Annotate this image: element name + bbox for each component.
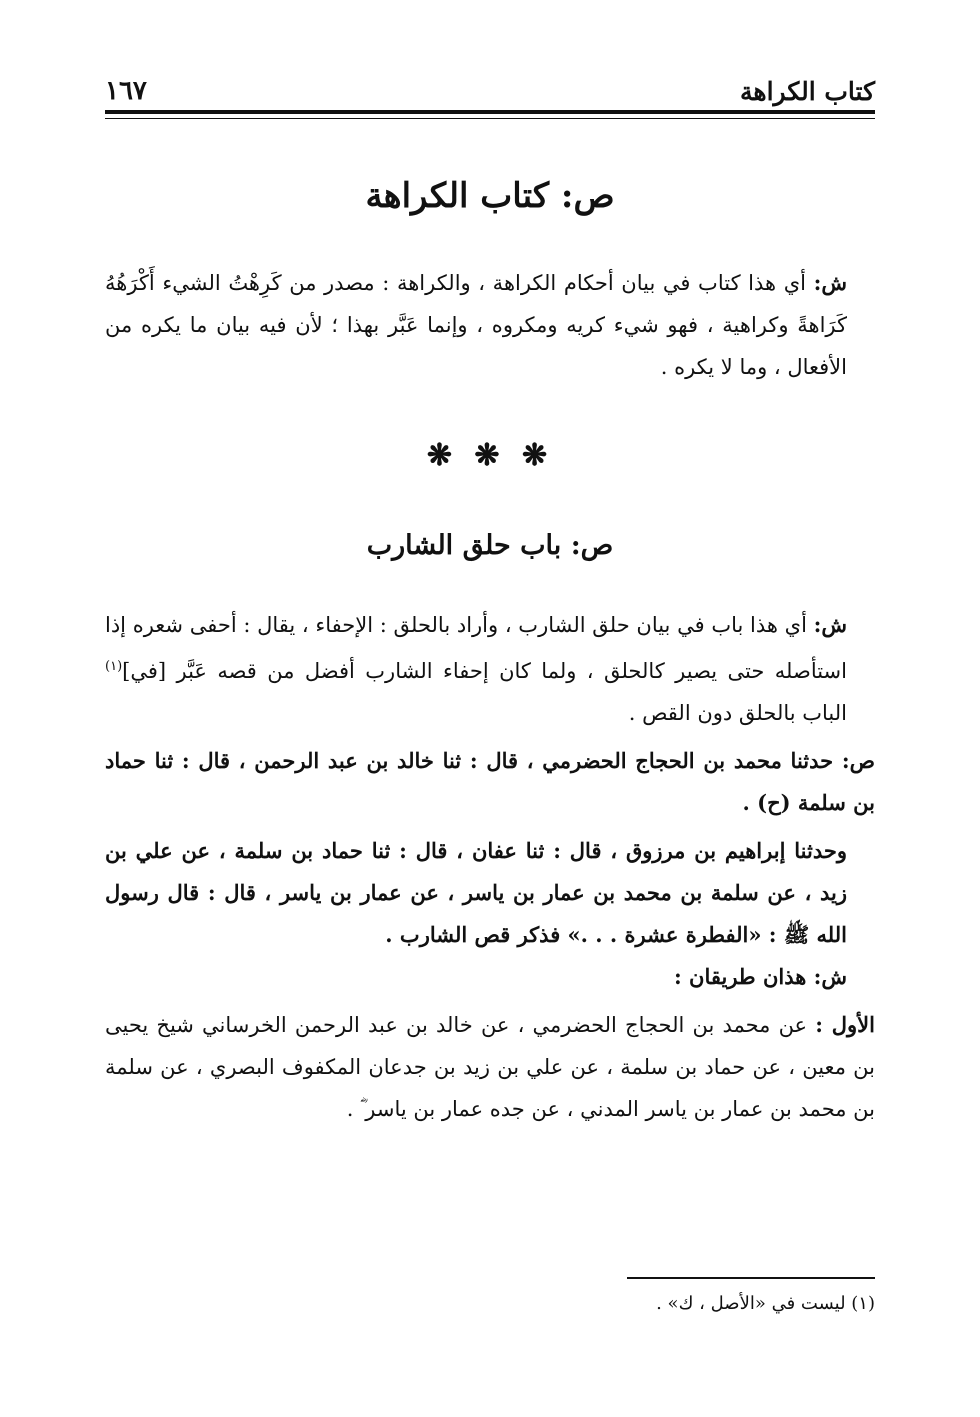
paragraph-text: أي هذا باب في بيان حلق الشارب ، وأراد بالحلق : الإحفاء ، يقال : أحفى شعره إذا استأصله حتى يصير كالحلق ، ولما كان إحفاء الشارب أفضل من قصه عَبَّر [105, 613, 847, 683]
paragraph-commentary [105, 604, 875, 734]
hadith-text: وحدثنا إبراهيم بن مرزوق ، قال : ثنا عفان ، قال : ثنا حماد بن سلمة ، عن علي بن زيد ، عن سلمة بن محمد بن عمار بن ياسر ، عن عمار بن ياسر ، قال : قال رسول الله ﷺ : «الفطرة عشرة . . .» فذكر قص الشارب . [105, 838, 847, 947]
running-title: كتاب الكراهة [740, 77, 875, 106]
page-header [105, 62, 875, 106]
section-separator: ❋ ❋ ❋ [426, 438, 554, 473]
bracketed-insert: [في] [122, 659, 167, 683]
page-number: ١٦٧ [105, 76, 147, 106]
commentary-text: أي هذا كتاب في بيان أحكام الكراهة ، والكراهة : مصدر من كَرِهْتُ الشيء أَكْرَهُهُ كَرَاهةً وكراهية ، فهو شيء كريه ومكروه ، وإنما عَبَّر بهذا ؛ لأن فيه بيان ما يكره من الأفعال ، وما لا يكره . [105, 271, 847, 379]
chapter-heading: ص: كتاب الكراهة [365, 176, 615, 216]
paragraph-tail: الباب بالحلق دون القص . [628, 701, 847, 725]
header-rule-thin [105, 118, 875, 119]
first-route-label: الأول : [815, 1012, 875, 1037]
isnad-text: ص: حدثنا محمد بن الحجاج الحضرمي ، قال : ثنا خالد بن عبد الرحمن ، قال : ثنا حماد بن سلمة (ح) . [105, 748, 875, 815]
paragraph-label: ش: [813, 612, 847, 637]
commentary-label: ش: [813, 270, 847, 295]
section-body [105, 604, 875, 1130]
footnote: (١) ليست في «الأصل ، ك» . [656, 1293, 875, 1314]
routes-text: ش: هذان طريقان : [673, 964, 847, 989]
footnote-ref[interactable]: (١) [105, 659, 123, 674]
header-rule-thick [105, 110, 875, 114]
footnote-rule [627, 1277, 875, 1279]
section-heading: ص: باب حلق الشارب [366, 530, 614, 561]
first-route-text: عن محمد بن الحجاج الحضرمي ، عن خالد بن عبد الرحمن الخرساني شيخ يحيى بن معين ، عن حماد بن سلمة ، عن علي بن زيد بن جدعان المكفوف البصري ، عن سلمة بن محمد بن عمار بن ياسر المدني ، عن جده عمار بن ياسر ؓ . [105, 1013, 875, 1121]
chapter-commentary [105, 262, 875, 388]
first-route [105, 1004, 875, 1130]
